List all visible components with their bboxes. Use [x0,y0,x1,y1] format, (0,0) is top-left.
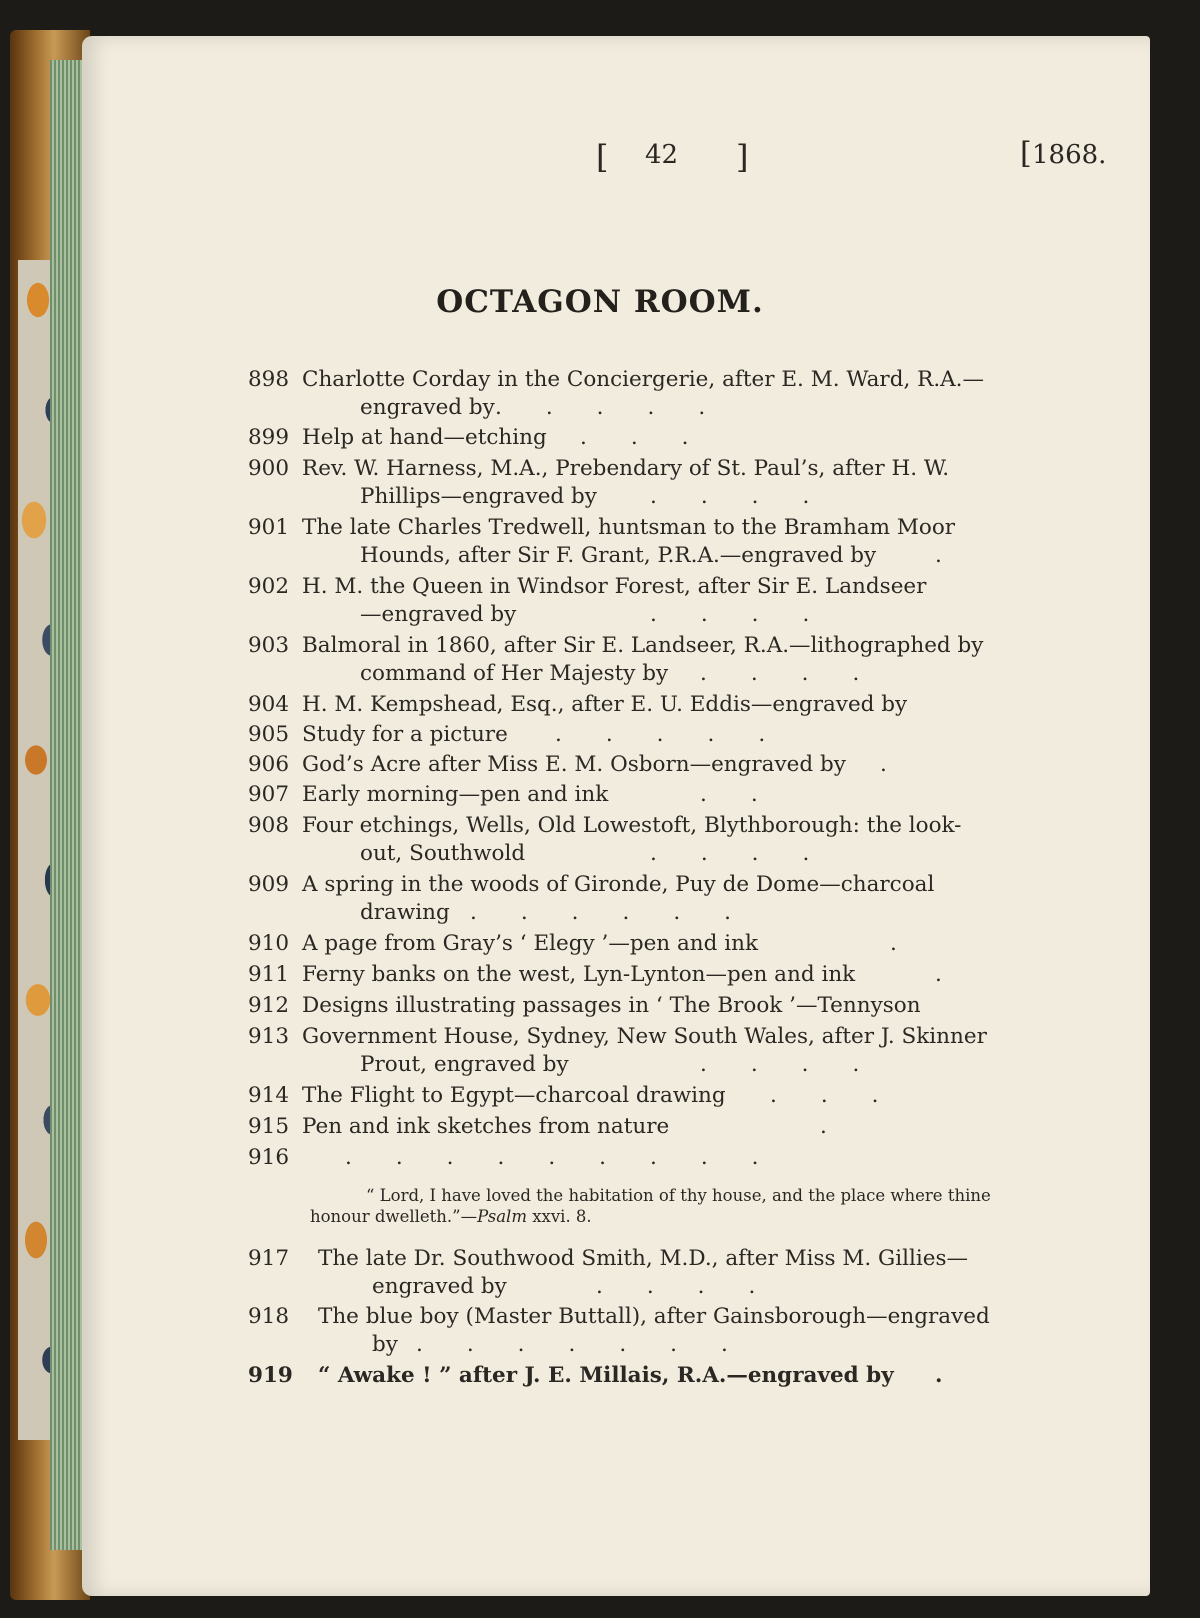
page-header [0,138,1200,178]
leader-dots: .... [650,602,854,627]
leader-dots: .... [650,841,854,866]
entry-title: Study for a picture [302,722,508,747]
entry-title: Government House, Sydney, New South Wales, after J. Skinner [302,1024,987,1049]
quote-line-two: honour dwelleth.”— [310,1207,478,1226]
entry-number: 898 [248,367,290,392]
section-title: OCTAGON ROOM. [436,284,764,320]
entry-title-cont: Hounds, after Sir F. Grant, P.R.A.—engraved by [360,543,877,568]
entry-number: 918 [248,1304,290,1329]
entry-title-cont: engraved by [372,1274,507,1299]
leader-dots: . [890,931,941,956]
leader-dots: ..... [495,395,750,420]
entry-title: H. M. the Queen in Windsor Forest, after Sir E. Landseer [302,574,927,599]
entry-title: The late Dr. Southwood Smith, M.D., after Miss M. Gillies— [318,1246,968,1271]
leader-dots: . [880,752,931,777]
right-bracket: ] [736,138,749,176]
entry-number: 914 [248,1083,290,1108]
entry-number: 900 [248,456,290,481]
entry-number: 909 [248,872,290,897]
entry-title-cont: out, Southwold [360,841,526,866]
left-bracket: [ [596,138,609,176]
entry-number: 899 [248,425,290,450]
entry-title-cont: drawing [360,900,450,925]
entry-number: 903 [248,633,290,658]
entry-title: Pen and ink sketches from nature [302,1114,670,1139]
leader-dots: ......... [345,1145,803,1170]
entry-title: The Flight to Egypt—charcoal drawing [302,1083,726,1108]
entry-title: A page from Gray’s ‘ Elegy ’—pen and ink [302,931,759,956]
entry-title: Early morning—pen and ink [302,782,609,807]
entry-number: 916 [248,1145,290,1170]
entry-title-cont: —engraved by [360,602,517,627]
entry-number: 912 [248,993,290,1018]
leader-dots: .... [700,1052,904,1077]
leader-dots: .... [596,1274,800,1299]
year-bracket: [ [1020,136,1032,171]
entry-title: “ Awake ! ” after J. E. Millais, R.A.—engraved by [318,1363,894,1388]
entry-title: Four etchings, Wells, Old Lowestoft, Blythborough: the look- [302,813,962,838]
entry-number: 913 [248,1024,290,1049]
entry-title: Designs illustrating passages in ‘ The Brook ’—Tennyson [302,993,921,1018]
leader-dots: ..... [555,722,810,747]
entry-number: 901 [248,515,290,540]
entry-title: The late Charles Tredwell, huntsman to the Bramham Moor [302,515,956,540]
entry-title-cont: command of Her Majesty by [360,661,669,686]
entry-title: Balmoral in 1860, after Sir E. Landseer, R.A.—lithographed by [302,633,984,658]
psalm-quote: “ Lord, I have loved the habitation of thy house, and the place where thine [366,1186,991,1205]
entry-number: 919 [248,1363,293,1388]
leader-dots: . [935,543,986,568]
leader-dots: . [820,1114,871,1139]
entry-title: The blue boy (Master Buttall), after Gainsborough—engraved [318,1304,990,1329]
leader-dots: ...... [470,900,776,925]
entry-number: 907 [248,782,290,807]
leader-dots: .. [700,782,802,807]
entry-title: Ferny banks on the west, Lyn-Lynton—pen and ink [302,962,856,987]
leader-dots: ... [580,425,733,450]
entry-title: God’s Acre after Miss E. M. Osborn—engraved by [302,752,846,777]
leader-dots: .... [650,484,854,509]
quote-reference: xxvi. 8. [526,1207,592,1226]
entry-title: Help at hand—etching [302,425,547,450]
page-number: 42 [645,140,679,170]
entry-title: A spring in the woods of Gironde, Puy de Dome—charcoal [302,872,935,897]
entry-title: H. M. Kempshead, Esq., after E. U. Eddis—engraved by [302,692,908,717]
year: 1868. [1032,140,1107,170]
entry-number: 917 [248,1246,290,1271]
entry-title: Rev. W. Harness, M.A., Prebendary of St. Paul’s, after H. W. [302,456,950,481]
entry-number: 904 [248,692,290,717]
leader-dots: .... [700,661,904,686]
psalm-quote-end [310,1207,592,1226]
entry-number: 906 [248,752,290,777]
entry-number: 915 [248,1114,290,1139]
leader-dots: ... [770,1083,923,1108]
leader-dots: . [935,962,986,987]
entry-number: 902 [248,574,290,599]
entry-number: 910 [248,931,290,956]
entry-number: 911 [248,962,290,987]
entry-title-cont: engraved by [360,395,495,420]
leader-dots: ....... [416,1332,772,1357]
leader-dots: . [935,1363,987,1388]
quote-source: Psalm [477,1207,527,1226]
entry-title-cont: Phillips—engraved by [360,484,597,509]
entry-number: 908 [248,813,290,838]
entry-number: 905 [248,722,290,747]
entry-title-cont: by [372,1332,398,1357]
entry-title: Charlotte Corday in the Conciergerie, after E. M. Ward, R.A.— [302,367,985,392]
entry-title-cont: Prout, engraved by [360,1052,569,1077]
